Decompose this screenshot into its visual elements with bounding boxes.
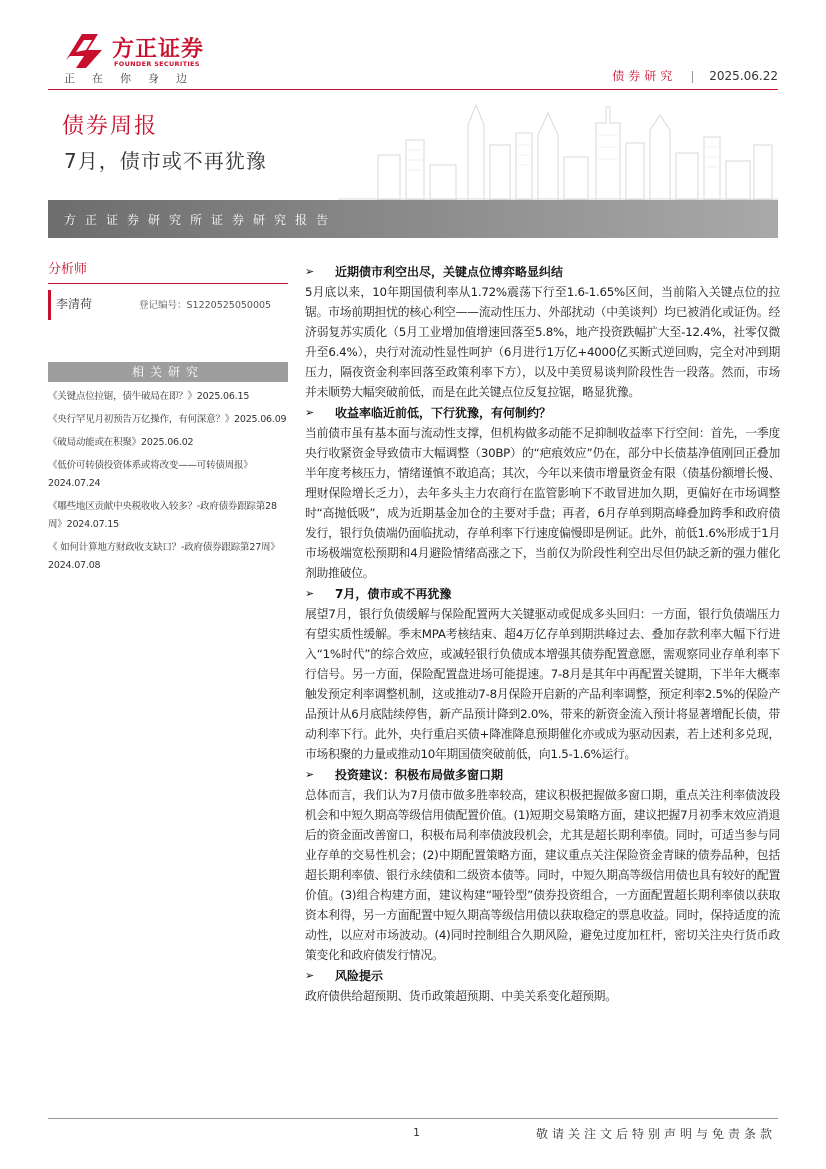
related-research-list [48, 388, 288, 575]
related-research-item[interactable]: 《 如何计算地方财政收支缺口？-政府债券跟踪第27周》2024.07.08 [48, 542, 280, 571]
related-research-item[interactable]: 《低价可转债投资体系或将改变——可转债周报》2024.07.24 [48, 460, 253, 489]
report-headline: 7月，债市或不再犹豫 [64, 149, 267, 173]
report-category: 债券研究 [612, 69, 677, 83]
main-content [305, 262, 780, 1007]
analyst-heading: 分析师 [48, 258, 288, 284]
title-area [48, 95, 778, 200]
disclaimer-notice[interactable]: 敬请关注文后特别声明与免责条款 [535, 1127, 776, 1141]
section-paragraph: 展望7月，银行负债缓解与保险配置两大关键驱动或促成多头回归：一方面，银行负债端压力有望实质性缓解。季末MPA考核结束、超4万亿存单到期洪峰过去、叠加存款利率大幅下行进入“1%时代”的综合效应，或减轻银行负债成本增强其债券配置意愿，需观察同业存单利率下行信号。另一方面，保险配置盘进场可能提速。7-8月是其年中再配置关键期，下半年大概率触发预定利率调整机制，这或推动7-8月保险开启新的产品利率调整，预定利率2.5%的保险产品预计从6月底陆续停售，新产品预计降到2.0%，带来的新资金流入预计将显著增配长债，带动利率下行。此外，央行重启买债+降准降息预期催化亦或成为驱动因素，若上述利多兑现，市场积聚的力量或推动10年期国债突破前低，向1.5-1.6%运行。 [305, 607, 781, 761]
analyst-name: 李清荷 [56, 297, 93, 311]
logo-text-en: FOUNDER SECURITIES [114, 60, 200, 68]
related-research-item[interactable]: 《央行罕见月初预告万亿操作，有何深意？》2025.06.09 [48, 414, 287, 425]
institute-band [48, 200, 778, 238]
company-slogan: 正在你身边 [64, 72, 204, 85]
section-heading: ➢ 风险提示 [305, 966, 780, 986]
header-divider [692, 71, 693, 83]
related-research-item[interactable]: 《关键点位拉锯，债牛破局在即？》2025.06.15 [48, 391, 250, 402]
related-research-heading: 相关研究 [48, 362, 288, 382]
founder-logo-icon [62, 30, 106, 70]
city-skyline-illustration [338, 95, 778, 200]
header-rule [48, 89, 778, 90]
section-heading: ➢ 投资建议：积极布局做多窗口期 [305, 765, 780, 785]
section-paragraph: 5月底以来，10年期国债利率从1.72%震荡下行至1.6-1.65%区间，当前陷入关键点位的拉锯。市场前期担忧的核心利空——流动性压力、外部扰动（中美谈判）均已被消化或证伪。经济弱复苏实质化（5月工业增加值增速回落至5.8%，地产投资跌幅扩大至-12.4%，社零仅微升至6.4%），央行对流动性显性呵护（6月进行1万亿+4000亿买断式逆回购，完全对冲到期压力，隔夜资金利率回落至政策利率下方），以及中美贸易谈判阶段性告一段落。然而，市场并未顺势大幅突破前低，而是在此关键点位反复拉锯，略显犹豫。 [305, 285, 780, 399]
report-type: 债券周报 [62, 114, 159, 139]
section-paragraph: 政府债供给超预期、货币政策超预期、中美关系变化超预期。 [305, 989, 617, 1003]
sidebar [48, 258, 288, 580]
logo-text-cn: 方正证券 [112, 37, 205, 62]
section-heading: ➢ 近期债市利空出尽，关键点位博弈略显纠结 [305, 262, 780, 282]
institute-band-text: 方正证券研究所证券研究报告 [64, 213, 338, 227]
related-research-item[interactable]: 《破局动能或在积聚》2025.06.02 [48, 437, 194, 448]
related-research-item[interactable]: 《哪些地区贡献中央税收收入较多？-政府债券跟踪第28周》2024.07.15 [48, 501, 277, 530]
footer-rule [48, 1118, 778, 1119]
section-heading: ➢ 收益率临近前低，下行犹豫，有何制约？ [305, 403, 780, 423]
page-number: 1 [413, 1126, 420, 1139]
section-heading: ➢ 7月，债市或不再犹豫 [305, 584, 780, 604]
section-paragraph: 当前债市虽有基本面与流动性支撑，但机构做多动能不足抑制收益率下行空间：首先，一季度央行收紧资金导致债市大幅调整（30BP）的“疤痕效应”仍在，部分中长债基净值刚回正叠加半年度考核压力，情绪谨慎不敢追高；其次，今年以来债市增量资金有限（债基份额增长慢、理财保险增长乏力），去年多头主力农商行在监管影响下不敢冒进加久期，更偏好在市场调整时“高抛低吸”，成为近期基金加仓的主要对手盘；再者，6月存单到期高峰叠加跨季和政府债发行，银行负债端仍面临扰动，存单利率下行速度偏慢即是例证。此外，前低1.6%形成于1月市场极端宽松预期和4月避险情绪高涨之下，当前仅为阶段性利空出尽但仍缺乏新的强力催化剂助推破位。 [305, 426, 781, 580]
header-meta [612, 67, 778, 84]
report-date: 2025.06.22 [709, 69, 778, 83]
analyst-info [48, 290, 288, 320]
section-paragraph: 总体而言，我们认为7月债市做多胜率较高，建议积极把握做多窗口期，重点关注利率债波段机会和中短久期高等级信用债配置价值。(1)短期交易策略方面，建议把握7月初季末效应消退后的资金面改善窗口，积极布局利率债波段机会，尤其是超长期利率债。同时，可适当参与同业存单的交易性机会；(2)中期配置策略方面，建议重点关注保险资金青睐的债券品种，包括超长期利率债、银行永续债和二级资本债等。同时，中短久期高等级信用债也具有较好的配置价值。(3)组合构建方面，建议构建“哑铃型”债券投资组合，一方面配置超长期利率债以获取资本利得，另一方面配置中短久期高等级信用债以获取稳定的票息收益。同时，保持适度的流动性，以应对市场波动。(4)同时控制组合久期风险，避免过度加杠杆，密切关注央行货币政策变化和政府债发行情况。 [305, 788, 780, 962]
analyst-registration: 登记编号：S1220525050005 [139, 300, 272, 311]
